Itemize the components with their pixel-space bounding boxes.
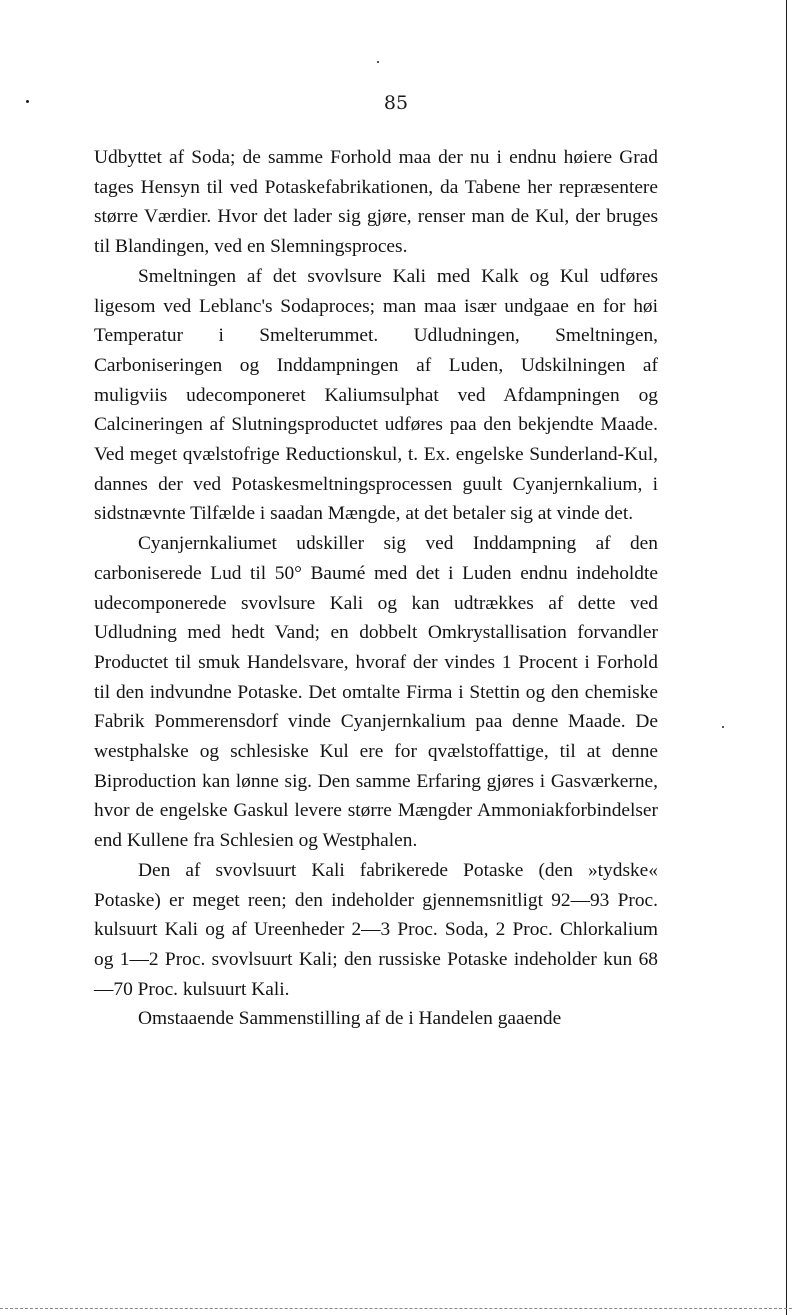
scan-speck <box>377 61 379 63</box>
body-text <box>94 143 658 1034</box>
paragraph: Cyanjernkaliumet udskiller sig ved Inddampning af den carboniserede Lud til 50° Baumé med det i Luden endnu indeholdte udecomponerede svovlsure Kali og kan udtrækkes af dette ved Udludning med hedt Vand; en dobbelt Omkrystallisation forvandler Productet til smuk Handelsvare, hvoraf der vindes 1 Procent i Forhold til den indvundne Potaske. Det omtalte Firma i Stettin og den chemiske Fabrik Pommerensdorf vinde Cyanjernkalium paa denne Maade. De westphalske og schlesiske Kul ere for qvælstoffattige, til at denne Biproduction kan lønne sig. Den samme Erfaring gjøres i Gasværkerne, hvor de engelske Gaskul levere større Mængder Ammoniakforbindelser end Kullene fra Schlesien og Westphalen. <box>94 533 658 852</box>
paragraph: Udbyttet af Soda; de samme Forhold maa der nu i endnu høiere Grad tages Hensyn til ved Potaskefabrikationen, da Tabene her repræsentere større Værdier. Hvor det lader sig gjøre, renser man de Kul, der bruges til Blandingen, ved en Slemningsproces. <box>94 147 658 258</box>
paragraph: Den af svovlsuurt Kali fabrikerede Potaske (den »tydske« Potaske) er meget reen; den indeholder gjennemsnitligt 92—93 Proc. kulsuurt Kali og af Ureenheder 2—3 Proc. Soda, 2 Proc. Chlorkalium og 1—2 Proc. svovlsuurt Kali; den russiske Potaske indeholder kun 68—70 Proc. kulsuurt Kali. <box>94 859 658 1000</box>
scan-speck <box>722 726 724 728</box>
page-number: 85 <box>383 92 409 114</box>
right-edge-rule <box>786 0 787 1315</box>
bottom-edge-rule <box>0 1308 792 1309</box>
paragraph: Smeltningen af det svovlsure Kali med Kalk og Kul udføres ligesom ved Leblanc's Sodaproces; man maa især undgaae en for høi Temperatur i Smelterummet. Udludningen, Smeltningen, Carboniseringen og Inddampningen af Luden, Udskilningen af muligviis udecomponeret Kaliumsulphat ved Afdampningen og Calcineringen af Slutningsproductet udføres paa den bekjendte Maade. Ved meget qvælstofrige Reductionskul, t. Ex. engelske Sunderland-Kul, dannes der ved Potaskesmeltningsprocessen guult Cyanjernkalium, i sidstnævnte Tilfælde i saadan Mængde, at det betaler sig at vinde det. <box>94 265 658 525</box>
paragraph: Omstaaende Sammenstilling af de i Handelen gaaende <box>138 1008 562 1030</box>
